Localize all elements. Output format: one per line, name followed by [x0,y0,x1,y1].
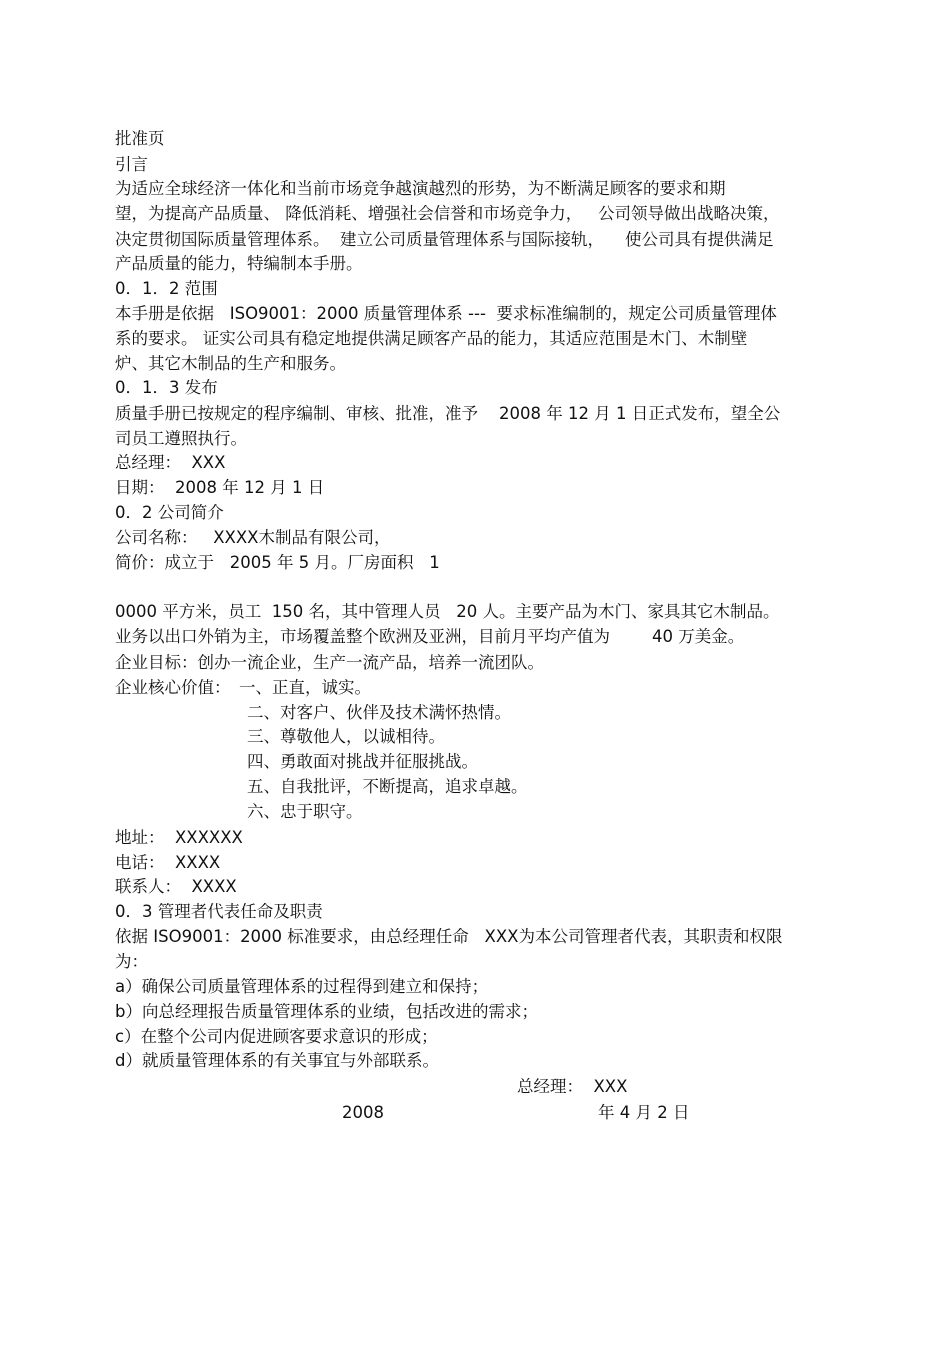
contact-line: 联系人： XXXX [115,877,237,896]
address-line: 地址： XXXXXX [115,828,243,847]
intro-heading: 引言 [115,155,148,174]
intro-line: 望，为提高产品质量、 降低消耗、增强社会信誉和市场竞争力， 公司领导做出战略决策， [115,204,780,223]
profile-line: 0000 平方米，员工 150 名，其中管理人员 20 人。主要产品为木门、家具其它木制品。 [115,602,780,621]
core-value-item: 一、正直，诚实。 [239,678,371,697]
intro-line: 为适应全球经济一体化和当前市场竞争越演越烈的形势，为不断满足顾客的要求和期 [115,179,726,198]
scope-line: 本手册是依据 ISO9001：2000 质量管理体系 --- 要求标准编制的，规定公司质量管理体 [115,304,777,323]
core-value-item: 四、勇敢面对挑战并征服挑战。 [247,752,478,771]
rep-intro-line: 依据 ISO9001：2000 标准要求，由总经理任命 XXX为本公司管理者代表，其职责和权限 [115,927,783,946]
duty-item: c）在整个公司内促进顾客要求意识的形成； [115,1027,438,1046]
duty-item: a）确保公司质量管理体系的过程得到建立和保持； [115,977,489,996]
signature-general-manager: 总经理： XXX [517,1077,628,1096]
goal-line: 企业目标：创办一流企业，生产一流产品，培养一流团队。 [115,653,544,672]
core-value-item: 三、尊敬他人，以诚相待。 [247,727,445,746]
company-name-line: 公司名称： XXXX木制品有限公司， [115,528,391,547]
scope-heading: 0．1．2 范围 [115,279,218,298]
intro-line: 决定贯彻国际质量管理体系。 建立公司质量管理体系与国际接轨， 使公司具有提供满足 [115,230,774,249]
duty-item: b）向总经理报告质量管理体系的业绩，包括改进的需求； [115,1002,538,1021]
rep-intro-line: 为： [115,952,148,971]
approval-page-title: 批准页 [115,129,165,148]
date-line: 日期： 2008 年 12 月 1 日 [115,478,325,497]
release-line: 司员工遵照执行。 [115,429,247,448]
profile-heading: 0．2 公司简介 [115,503,224,522]
core-value-item: 六、忠于职守。 [247,802,363,821]
scope-line: 炉、其它木制品的生产和服务。 [115,354,346,373]
core-values-label: 企业核心价值： [115,678,231,697]
core-value-item: 二、对客户、伙伴及技术满怀热情。 [247,703,511,722]
general-manager-line: 总经理： XXX [115,453,226,472]
intro-line: 产品质量的能力，特编制本手册。 [115,254,363,273]
duty-item: d）就质量管理体系的有关事宜与外部联系。 [115,1051,439,1070]
release-line: 质量手册已按规定的程序编制、审核、批准，准予 2008 年 12 月 1 日正式发布，望全公 [115,404,781,423]
signature-date: 年 4 月 2 日 [598,1103,690,1122]
scope-line: 系的要求。 证实公司具有稳定地提供满足顾客产品的能力，其适应范围是木门、木制壁 [115,329,748,348]
signature-year: 2008 [342,1103,384,1122]
release-heading: 0．1．3 发布 [115,378,218,397]
rep-heading: 0．3 管理者代表任命及职责 [115,902,323,921]
profile-line: 业务以出口外销为主，市场覆盖整个欧洲及亚洲，目前月平均产值为 40 万美金。 [115,627,745,646]
phone-line: 电话： XXXX [115,853,221,872]
core-value-item: 五、自我批评，不断提高，追求卓越。 [247,777,528,796]
profile-line: 简价：成立于 2005 年 5 月。厂房面积 1 [115,553,440,572]
